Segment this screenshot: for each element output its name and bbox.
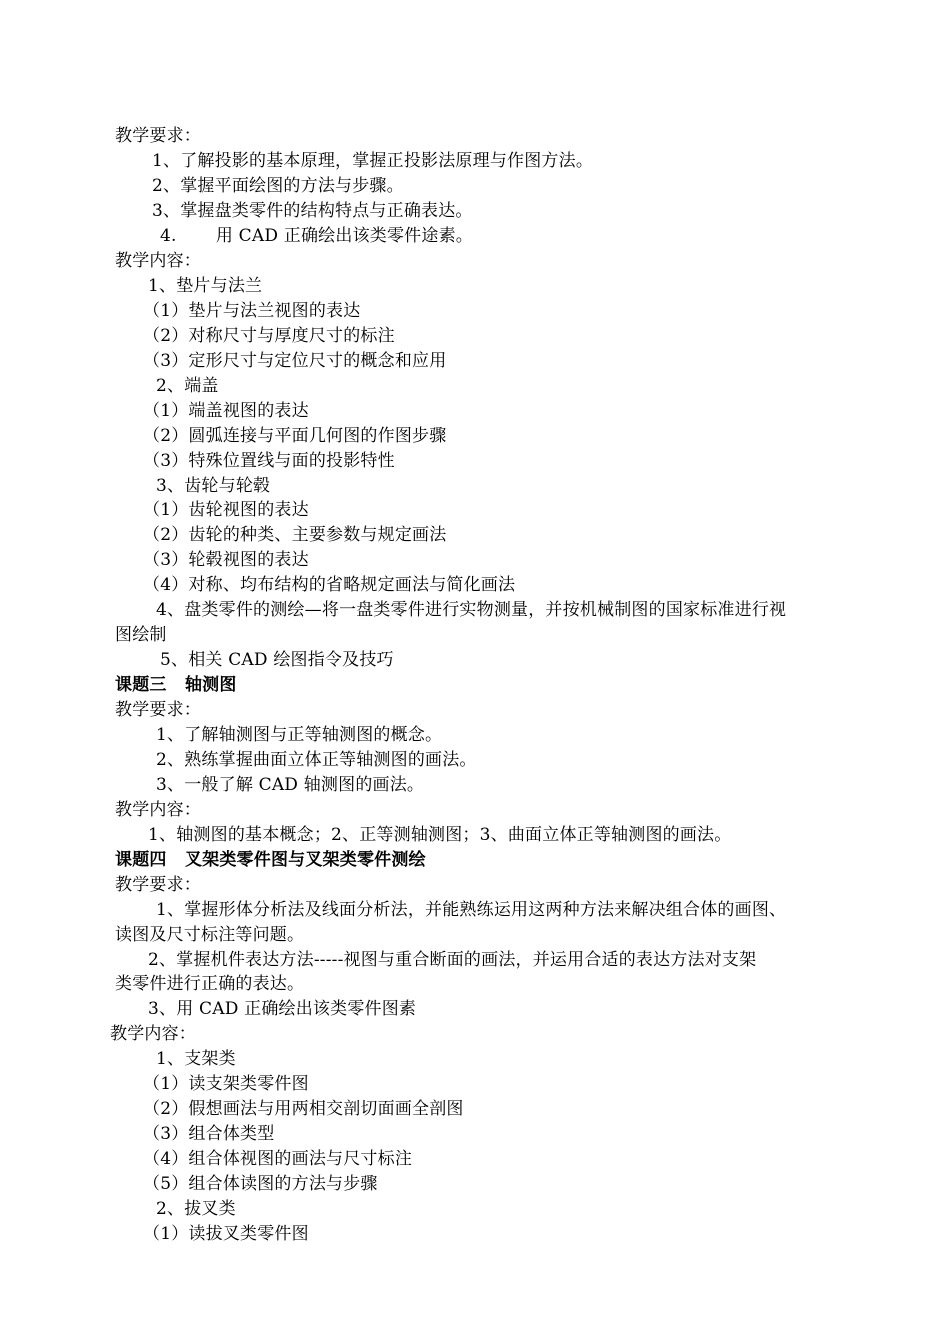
content-item-continuation: 图绘制 <box>115 625 167 645</box>
content-subitem: （2）假想画法与用两相交剖切面画全剖图 <box>143 1099 464 1119</box>
topic-heading: 课题四 叉架类零件图与叉架类零件测绘 <box>115 850 426 870</box>
content-subitem: （4）组合体视图的画法与尺寸标注 <box>143 1149 413 1169</box>
content-item: 1、轴测图的基本概念；2、正等测轴测图；3、曲面立体正等轴测图的画法。 <box>148 825 732 845</box>
content-item: 5、相关 CAD 绘图指令及技巧 <box>160 650 394 670</box>
content-subitem: （4）对称、均布结构的省略规定画法与简化画法 <box>143 575 516 595</box>
section-heading-requirements: 教学要求： <box>115 700 201 720</box>
content-item: 3、齿轮与轮毂 <box>156 476 271 496</box>
requirement-item: 1、了解投影的基本原理，掌握正投影法原理与作图方法。 <box>152 151 594 171</box>
requirement-item: 2、熟练掌握曲面立体正等轴测图的画法。 <box>156 750 477 770</box>
section-heading-content: 教学内容： <box>115 251 201 271</box>
content-item: 4、盘类零件的测绘—将一盘类零件进行实物测量，并按机械制图的国家标准进行视 <box>156 600 787 620</box>
content-subitem: （1）端盖视图的表达 <box>143 401 309 421</box>
requirement-item: 3、掌握盘类零件的结构特点与正确表达。 <box>152 201 473 221</box>
content-subitem: （3）定形尺寸与定位尺寸的概念和应用 <box>143 351 447 371</box>
requirement-item-continuation: 读图及尺寸标注等问题。 <box>115 925 305 945</box>
content-subitem: （1）读拔叉类零件图 <box>143 1224 309 1244</box>
content-subitem: （3）特殊位置线与面的投影特性 <box>143 451 395 471</box>
content-subitem: （1）读支架类零件图 <box>143 1074 309 1094</box>
section-heading-content: 教学内容： <box>115 800 201 820</box>
content-subitem: （3）组合体类型 <box>143 1124 275 1144</box>
content-item: 2、拔叉类 <box>156 1199 236 1219</box>
content-subitem: （2）齿轮的种类、主要参数与规定画法 <box>143 525 447 545</box>
section-heading-requirements: 教学要求： <box>115 126 201 146</box>
content-subitem: （1）垫片与法兰视图的表达 <box>143 301 361 321</box>
content-subitem: （3）轮毂视图的表达 <box>143 550 309 570</box>
requirement-item-continuation: 类零件进行正确的表达。 <box>115 974 305 994</box>
content-subitem: （2）对称尺寸与厚度尺寸的标注 <box>143 326 395 346</box>
requirement-item: 3、用 CAD 正确绘出该类零件图素 <box>148 999 417 1019</box>
section-heading-requirements: 教学要求： <box>115 875 201 895</box>
content-subitem: （1）齿轮视图的表达 <box>143 500 309 520</box>
requirement-item: 2、掌握平面绘图的方法与步骤。 <box>152 176 404 196</box>
content-item: 2、端盖 <box>156 376 219 396</box>
topic-heading: 课题三 轴测图 <box>115 675 237 695</box>
content-subitem: （5）组合体读图的方法与步骤 <box>143 1174 378 1194</box>
content-item: 1、垫片与法兰 <box>148 276 263 296</box>
requirement-item: 1、了解轴测图与正等轴测图的概念。 <box>156 725 443 745</box>
requirement-item: 1、掌握形体分析法及线面分析法，并能熟练运用这两种方法来解决组合体的画图、 <box>156 900 787 920</box>
section-heading-content: 教学内容： <box>110 1024 196 1044</box>
content-subitem: （2）圆弧连接与平面几何图的作图步骤 <box>143 426 447 446</box>
requirement-item: 3、一般了解 CAD 轴测图的画法。 <box>156 775 425 795</box>
requirement-item: 2、掌握机件表达方法-----视图与重合断面的画法，并运用合适的表达方法对支架 <box>148 950 757 970</box>
content-item: 1、支架类 <box>156 1049 236 1069</box>
requirement-item: 4. 用 CAD 正确绘出该类零件途素。 <box>160 226 473 246</box>
